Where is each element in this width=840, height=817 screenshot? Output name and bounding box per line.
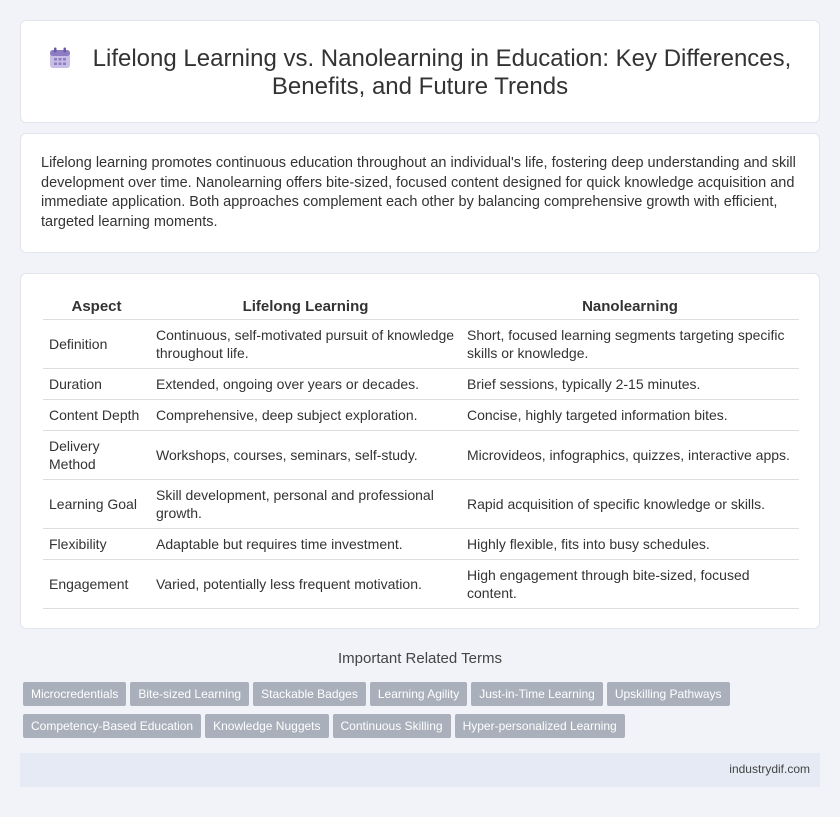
row-lifelong: Continuous, self-motivated pursuit of knowledge throughout life. [150, 320, 461, 369]
row-nanolearning: Brief sessions, typically 2-15 minutes. [461, 369, 799, 400]
table-row [43, 560, 799, 609]
row-aspect: Flexibility [43, 529, 150, 560]
row-lifelong: Adaptable but requires time investment. [150, 529, 461, 560]
title-line-2: Benefits, and Future Trends [271, 73, 569, 100]
table-row [43, 529, 799, 560]
row-lifelong: Skill development, personal and professional growth. [150, 480, 461, 529]
tag-learning-agility[interactable]: Learning Agility [370, 682, 467, 706]
row-aspect: Delivery Method [43, 431, 150, 480]
row-nanolearning: Highly flexible, fits into busy schedules. [461, 529, 799, 560]
row-aspect: Duration [43, 369, 150, 400]
row-lifelong: Comprehensive, deep subject exploration. [150, 400, 461, 431]
row-lifelong: Varied, potentially less frequent motivation. [150, 560, 461, 609]
footer [20, 753, 820, 787]
page-title [21, 45, 819, 101]
row-nanolearning: High engagement through bite-sized, focused content. [461, 560, 799, 609]
tag-hyper-personalized-learning[interactable]: Hyper-personalized Learning [455, 714, 625, 738]
footer-site[interactable]: industrydif.com [729, 762, 810, 776]
tag-bite-sized-learning[interactable]: Bite-sized Learning [130, 682, 249, 706]
row-nanolearning: Microvideos, infographics, quizzes, interactive apps. [461, 431, 799, 480]
table-row [43, 369, 799, 400]
title-card [20, 20, 820, 123]
row-aspect: Learning Goal [43, 480, 150, 529]
tag-continuous-skilling[interactable]: Continuous Skilling [333, 714, 451, 738]
row-nanolearning: Concise, highly targeted information bites. [461, 400, 799, 431]
comparison-card [20, 273, 820, 629]
intro-paragraph: Lifelong learning promotes continuous education throughout an individual's life, fostering deep understanding and skill development over time. Nanolearning offers bite-sized, focused content designed for quick knowledge acquisition and immediate application. Both approaches complement each other by balancing comprehensive growth with efficient, targeted learning moments. [41, 155, 796, 230]
table-row [43, 480, 799, 529]
calendar-icon [49, 47, 71, 69]
row-aspect: Content Depth [43, 400, 150, 431]
tag-knowledge-nuggets[interactable]: Knowledge Nuggets [205, 714, 328, 738]
tag-stackable-badges[interactable]: Stackable Badges [253, 682, 366, 706]
header-aspect: Aspect [43, 292, 150, 320]
table-header-row [43, 292, 799, 320]
comparison-table [43, 292, 799, 609]
table-row [43, 400, 799, 431]
tag-microcredentials[interactable]: Microcredentials [23, 682, 126, 706]
related-terms-heading: Important Related Terms [338, 650, 502, 667]
title-line-1: Lifelong Learning vs. Nanolearning in Education: Key Differences, [92, 45, 792, 72]
header-lifelong: Lifelong Learning [150, 292, 461, 320]
row-lifelong: Extended, ongoing over years or decades. [150, 369, 461, 400]
table-row [43, 431, 799, 480]
intro-card [20, 133, 820, 253]
tag-just-in-time-learning[interactable]: Just-in-Time Learning [471, 682, 603, 706]
row-nanolearning: Rapid acquisition of specific knowledge or skills. [461, 480, 799, 529]
tag-upskilling-pathways[interactable]: Upskilling Pathways [607, 682, 730, 706]
table-row [43, 320, 799, 369]
row-aspect: Definition [43, 320, 150, 369]
row-aspect: Engagement [43, 560, 150, 609]
tag-competency-based-education[interactable]: Competency-Based Education [23, 714, 201, 738]
row-lifelong: Workshops, courses, seminars, self-study. [150, 431, 461, 480]
header-nanolearning: Nanolearning [461, 292, 799, 320]
row-nanolearning: Short, focused learning segments targeting specific skills or knowledge. [461, 320, 799, 369]
related-terms-list [23, 682, 823, 746]
